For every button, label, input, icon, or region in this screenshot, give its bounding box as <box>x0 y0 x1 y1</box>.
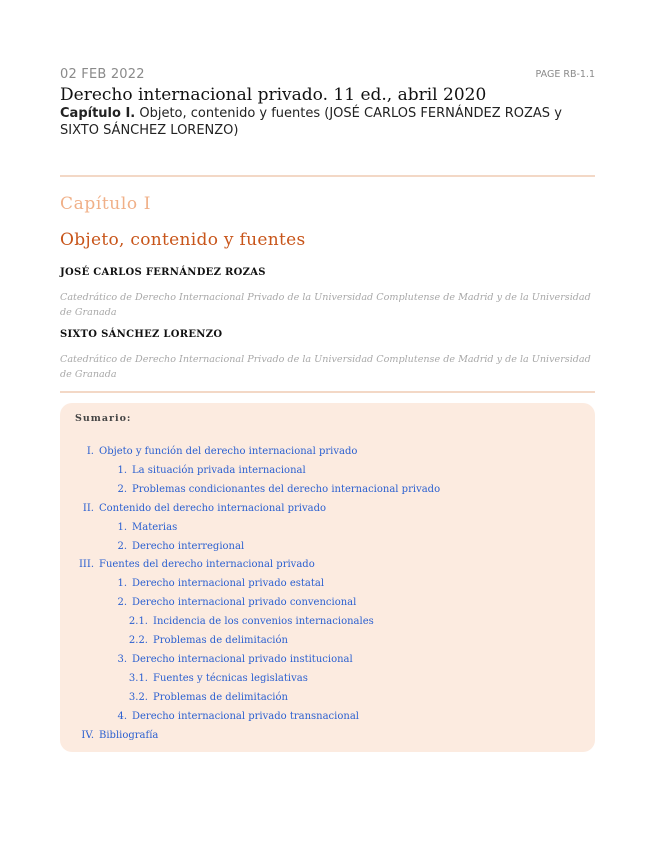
toc-item[interactable] <box>60 446 357 457</box>
chapter-subtitle <box>60 105 580 139</box>
toc-item[interactable] <box>105 465 306 476</box>
toc-item[interactable] <box>105 484 440 495</box>
toc-item[interactable] <box>60 730 158 741</box>
toc-item-number: 2. <box>117 597 127 609</box>
toc-item-label: Bibliografía <box>99 729 159 741</box>
author-affiliation: Catedrático de Derecho Internacional Privado de la Universidad Complutense de Madrid y de la Universidad de Granada <box>60 292 591 318</box>
toc-item[interactable] <box>105 541 244 552</box>
toc-item-number: I. <box>86 446 94 457</box>
toc-item-number: 2. <box>117 483 127 495</box>
divider-top <box>60 175 595 177</box>
chapter-description: Objeto, contenido y fuentes (JOSÉ CARLOS FERNÁNDEZ ROZAS y SIXTO SÁNCHEZ LORENZO) <box>60 106 562 138</box>
toc-item[interactable] <box>60 559 315 570</box>
toc-item-number: 2.2. <box>128 635 148 646</box>
toc-item-label: Derecho internacional privado convencional <box>132 597 357 609</box>
author-name: SIXTO SÁNCHEZ LORENZO <box>60 329 223 340</box>
page-reference: PAGE RB-1.1 <box>535 69 595 80</box>
toc-item-label: La situación privada internacional <box>132 464 306 476</box>
toc-item-label: Problemas de delimitación <box>153 635 288 646</box>
toc-item[interactable] <box>105 654 353 665</box>
toc-item-label: Derecho internacional privado transnacional <box>132 710 359 722</box>
toc-item[interactable] <box>105 711 359 722</box>
toc-item[interactable] <box>105 522 177 533</box>
toc-item[interactable] <box>128 635 288 646</box>
toc-item-number: 4. <box>117 710 127 722</box>
chapter-prefix: Capítulo I. <box>60 106 136 121</box>
toc-item-number: 3.2. <box>128 691 148 703</box>
chapter-title: Objeto, contenido y fuentes <box>60 230 306 250</box>
author-affiliation: Catedrático de Derecho Internacional Privado de la Universidad Complutense de Madrid y de la Universidad de Granada <box>60 354 591 380</box>
summary-title: Sumario: <box>75 413 132 424</box>
toc-item[interactable] <box>105 597 356 608</box>
toc-item-label: Fuentes del derecho internacional privado <box>99 559 315 571</box>
toc-item-number: III. <box>78 559 94 571</box>
toc-item-number: 1. <box>117 521 127 533</box>
toc-item-number: 2. <box>117 540 127 552</box>
toc-item[interactable] <box>128 692 288 703</box>
toc-item-label: Derecho interregional <box>132 540 245 552</box>
toc-item-label: Problemas de delimitación <box>153 691 288 703</box>
toc-item-number: IV. <box>81 729 94 741</box>
toc-item-label: Materias <box>132 521 178 533</box>
toc-item-number: 2.1. <box>128 616 148 628</box>
summary-box <box>60 403 595 752</box>
toc-item-label: Objeto y función del derecho internacional privado <box>99 446 358 457</box>
toc-item-number: 3.1. <box>128 672 148 684</box>
toc-item-number: 1. <box>117 464 127 476</box>
toc-item[interactable] <box>128 673 308 684</box>
toc-item[interactable] <box>105 578 324 589</box>
toc-item-number: 1. <box>117 578 127 590</box>
toc-item-label: Contenido del derecho internacional privado <box>99 502 327 514</box>
toc-item-number: 3. <box>117 653 127 665</box>
toc-item-label: Derecho internacional privado estatal <box>132 578 325 590</box>
author-name: JOSÉ CARLOS FERNÁNDEZ ROZAS <box>60 267 266 278</box>
document-date: 02 FEB 2022 <box>60 67 145 82</box>
chapter-label: Capítulo I <box>60 194 152 214</box>
toc-item-label: Incidencia de los convenios internacionales <box>153 616 374 628</box>
toc-item[interactable] <box>60 503 326 514</box>
toc-item-label: Derecho internacional privado institucional <box>132 653 353 665</box>
toc-item-number: II. <box>82 502 94 514</box>
toc-item-label: Fuentes y técnicas legislativas <box>153 672 308 684</box>
toc-item[interactable] <box>128 616 374 627</box>
book-title: Derecho internacional privado. 11 ed., abril 2020 <box>60 85 487 105</box>
toc-item-label: Problemas condicionantes del derecho internacional privado <box>132 483 441 495</box>
divider-bottom <box>60 391 595 393</box>
